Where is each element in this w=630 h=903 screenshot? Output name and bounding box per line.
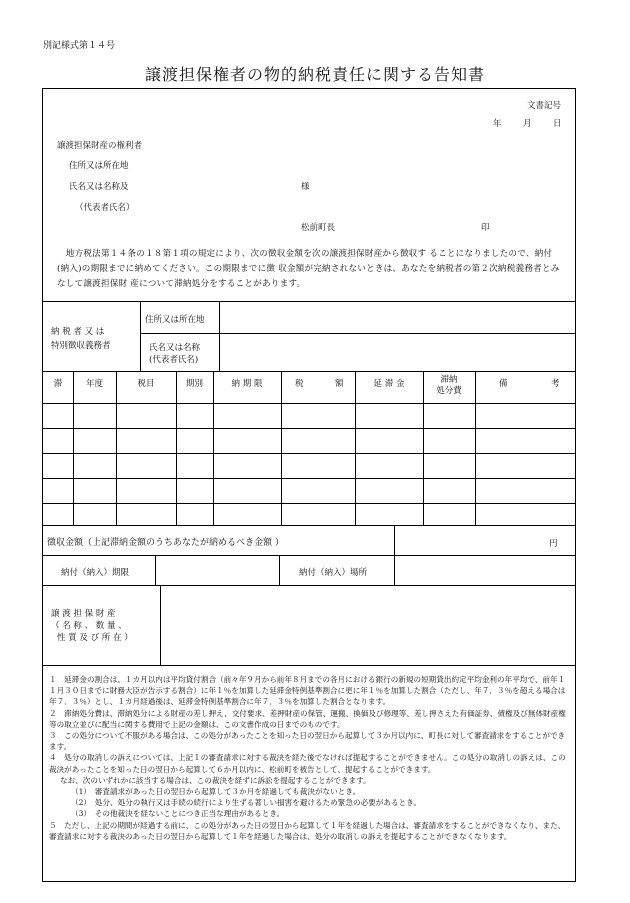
recipient-name-label: 氏名又は名称及 xyxy=(69,182,129,192)
col-header-disposal-2: 処分費 xyxy=(436,386,462,396)
note-3: ３ この処分について不服がある場合は、この処分があったことを知った日の翌日から起算して３か月以内に、町長に対して審査請求をすることができます。 xyxy=(49,731,566,752)
note-4-item-1: （1） 審査請求があった日の翌日から起算して３か月を経過しても裁決がないとき。 xyxy=(71,787,361,797)
recipient-address-label: 住所又は所在地 xyxy=(69,161,129,171)
seal-mark: 印 xyxy=(481,223,490,233)
col-header-tax-b: 額 xyxy=(335,379,344,389)
col-header-due-date: 納 期 限 xyxy=(231,379,263,389)
notes-section xyxy=(49,674,571,842)
yen-unit: 円 xyxy=(549,539,558,549)
payment-deadline-label: 納付（納入）期限 xyxy=(61,568,130,578)
year-label: 年 xyxy=(493,119,502,129)
taxpayer-name-label: 氏名又は名称 xyxy=(149,343,201,353)
taxpayer-label-2: 特別徴収義務者 xyxy=(51,341,111,351)
form-number: 別記様式第１４号 xyxy=(43,41,116,51)
doc-number-label: 文書記号 xyxy=(526,101,561,111)
property-label-1: 譲 渡 担 保 財 産 xyxy=(51,609,116,619)
page-title: 譲渡担保権者の物的納税責任に関する告知書 xyxy=(144,65,485,84)
honorific: 様 xyxy=(301,182,310,192)
taxpayer-rep-label: (代表者氏名) xyxy=(149,355,199,365)
col-header-disposal-1: 滞納 xyxy=(440,375,458,385)
note-2: ２ 滞納処分費は、滞納処分による財産の差し押え、交付要求、差押財産の保管、運搬、換価及び修理等、差し押さえた有価証券、債権及び無体財産権等の取立並びに配当に関する費用で上記の金額は、この文書作成の日までのものです。 xyxy=(49,708,566,729)
day-label: 日 xyxy=(553,119,562,129)
recipient-rep-label: （代表者氏名） xyxy=(75,203,135,213)
collection-amount-label: 徴収金額（上記滞納金額のうちあなたが納めるべき金額 ） xyxy=(47,538,284,548)
col-header-1: 滞 xyxy=(53,379,63,389)
col-header-fiscal-year: 年度 xyxy=(85,379,103,389)
property-label-3: 性 質 及 び 所 在 ） xyxy=(57,633,133,643)
col-header-period: 期別 xyxy=(185,379,203,389)
note-4: ４ 処分の取消しの訴えについては、上記１の審査請求に対する裁決を経た後でなければ提起することができません。この処分の取消しの訴えは、この裁決があったことを知った日の翌日から起算して６か月以内に、松前町を被告として、提起することができます。 xyxy=(49,753,566,774)
property-label-2: （ 名 称 、 数 量 、 xyxy=(51,621,127,631)
col-header-remarks-a: 備 xyxy=(499,379,508,389)
note-4-sub: なお、次のいずれかに該当する場合は、この裁決を経ずに訴訟を提起することができます。 xyxy=(60,775,371,785)
col-header-late-fee: 延 滞 金 xyxy=(373,379,405,389)
issuer-name: 松前町長 xyxy=(301,223,336,233)
col-header-tax-a: 税 xyxy=(295,379,304,389)
recipient-heading: 譲渡担保財産の権利者 xyxy=(57,141,143,151)
month-label: 月 xyxy=(523,119,532,129)
payment-place-label: 納付（納入）場所 xyxy=(299,568,368,578)
taxpayer-label-1: 納 税 者 又 は xyxy=(51,327,105,337)
note-4-item-3: （3） その他裁決を経ないことにつき正当な理由があるとき。 xyxy=(71,809,285,819)
form-frame xyxy=(42,88,576,882)
notice-paragraph: 地方税法第１４条の１８第１項の規定により、次の徴収金額を次の譲渡担保財産から徴収す ることになりましたので、納付(納入)の期限までに納めてください。この期限までに徴 収金額が完納されないときは、あなたを納税者の第２次納税義務者とみなして譲渡担保財 産について滞納処分をすることがあります。 xyxy=(57,249,560,289)
note-4-item-2: （2） 処分、処分の執行又は手続の続行により生ずる著しい損害を避けるため緊急の必要があるとき。 xyxy=(71,798,422,808)
note-5: ５ ただし、上記の期間が経過する前に、この処分があった日の翌日から起算して１年を経過した場合は、審査請求をすることができなくなり、また、審査請求に対する裁決のあった日の翌日から起算して１年を経過した場合は、処分の取消しの訴えを提起することができなくなります。 xyxy=(49,820,566,841)
col-header-remarks-b: 考 xyxy=(551,379,560,389)
col-header-tax-item: 税目 xyxy=(137,379,155,389)
taxpayer-address-label: 住所又は所在地 xyxy=(145,315,205,325)
note-1: １ 延滞金の割合は、１カ月以内は平均貸付割合（前々年９月から前年８月までの各月における銀行の新規の短期貸出約定平均金利の年平均で、前年１１月３０日までに財務大臣が告示する割合）に年１％を加算した延滞金特例基準割合に更に年１％を加算した割合（ただし、年７．３％を超える場合は年７．３％）とし、１カ月経過後は、延滞金特例基準割合に年７．３％を加算した割合となります。 xyxy=(49,675,566,707)
